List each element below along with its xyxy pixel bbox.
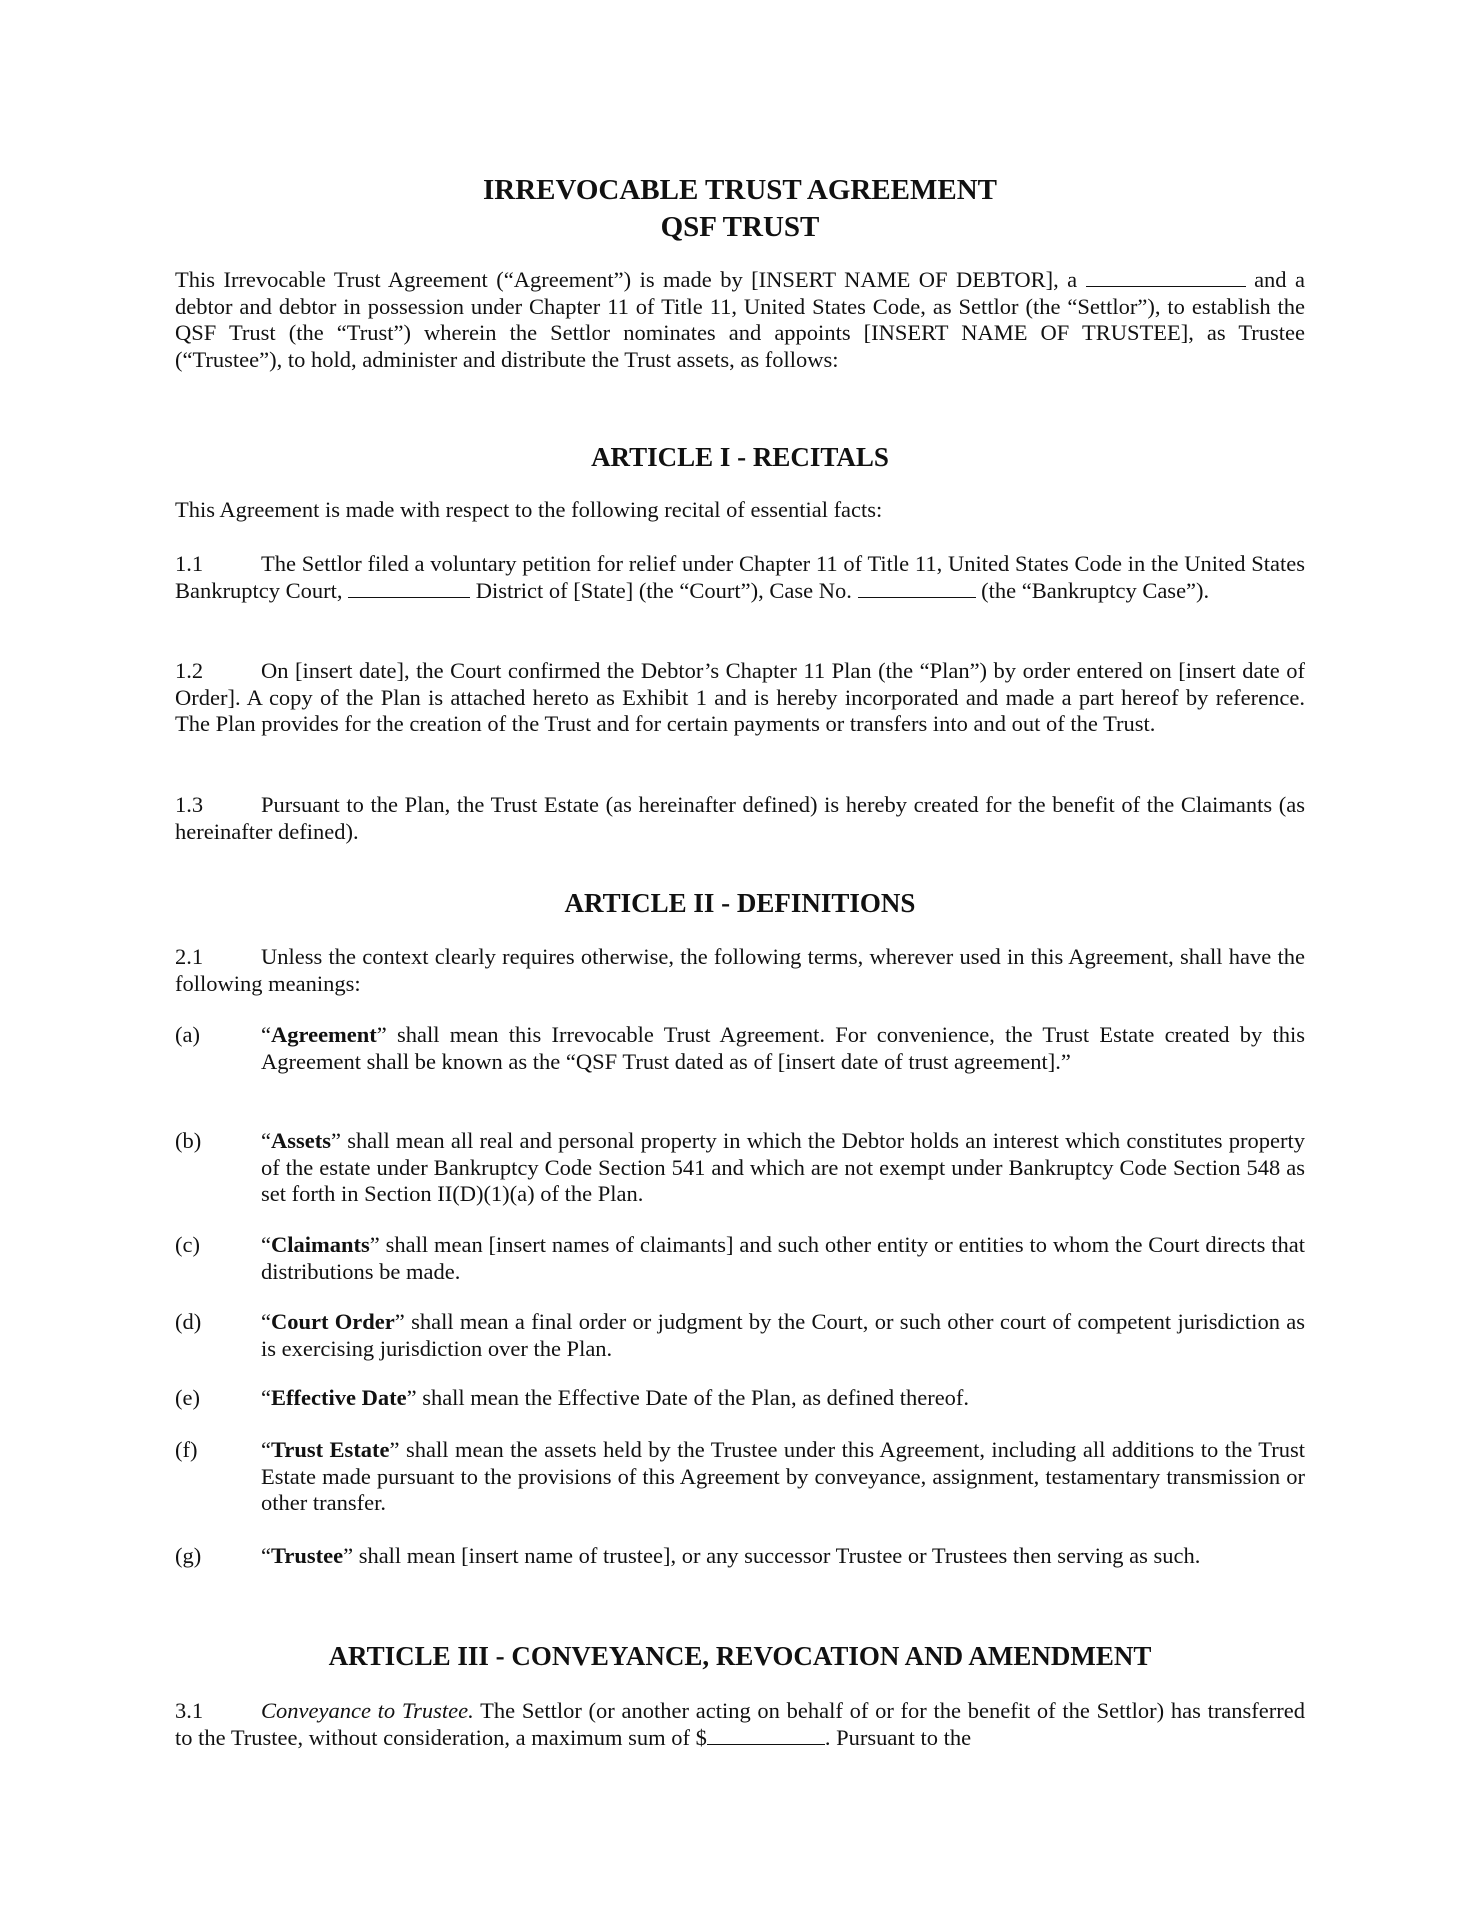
intro-text-1: This Irrevocable Trust Agreement (“Agreement”) is made by [INSERT NAME OF DEBTOR], a (175, 267, 1078, 292)
section-2-1 (175, 944, 1305, 997)
article-1-heading: ARTICLE I - RECITALS (591, 442, 889, 472)
definition-body: shall mean [insert names of claimants] and such other entity or entities to whom the Court directs that distributions be made. (261, 1232, 1305, 1284)
section-3-1-text-1: The Settlor (or another acting on behalf of or for the benefit of the Settlor) has transferred to the Trustee, without consideration, a maximum sum of $ (175, 1698, 1306, 1750)
definition-label: (a) (175, 1022, 200, 1047)
article-2-heading: ARTICLE II - DEFINITIONS (564, 888, 916, 918)
quote-open: “ (261, 1385, 271, 1410)
definition-effective-date (175, 1385, 1305, 1412)
section-number: 1.2 (175, 658, 204, 683)
definition-body: shall mean the Effective Date of the Plan, as defined thereof. (416, 1385, 970, 1410)
section-2-1-text: Unless the context clearly requires otherwise, the following terms, wherever used in this Agreement, shall have the following meanings: (175, 944, 1305, 996)
intro-paragraph (175, 267, 1305, 373)
definition-text (261, 1128, 1305, 1208)
section-3-1 (175, 1698, 1305, 1751)
case-number-blank (858, 579, 976, 598)
section-1-2-text: On [insert date], the Court confirmed the Debtor’s Chapter 11 Plan (the “Plan”) by order entered on [insert date of Order]. A copy of the Plan is attached hereto as Exhibit 1 and is hereby incorporated and made a part hereof by reference. The Plan provides for the creation of the Trust and for certain payments or transfers into and out of the Trust. (175, 658, 1305, 736)
definition-claimants (175, 1232, 1305, 1285)
quote-open: “ (261, 1437, 271, 1462)
article-1-lead: This Agreement is made with respect to the following recital of essential facts: (175, 497, 883, 522)
section-3-1-title: Conveyance to Trustee. (261, 1698, 474, 1723)
district-blank (348, 579, 470, 598)
definition-label: (g) (175, 1543, 202, 1568)
section-number: 3.1 (175, 1698, 204, 1723)
section-1-1-text-3: (the “Bankruptcy Case”). (975, 577, 1210, 603)
definition-body: shall mean all real and personal property in which the Debtor holds an interest which constitutes property of the estate under Bankruptcy Code Section 541 and which are not exempt under Bankruptcy Code Section 548 as set forth in Section II(D)(1)(a) of the Plan. (261, 1128, 1305, 1206)
quote-close: ” (369, 1232, 380, 1257)
document-subtitle: QSF TRUST (660, 211, 820, 243)
definition-text (261, 1437, 1305, 1517)
quote-open: “ (261, 1022, 271, 1047)
quote-open: “ (261, 1232, 271, 1257)
section-3-1-text-2: . Pursuant to the (824, 1724, 972, 1750)
definition-term: Trust Estate (271, 1437, 390, 1462)
quote-open: “ (261, 1309, 271, 1334)
definition-text (261, 1022, 1305, 1075)
definition-trust-estate (175, 1437, 1305, 1517)
definition-text (261, 1385, 1305, 1412)
intro-text-2: and a debtor and debtor in possession under Chapter 11 of Title 11, United States Code, as Settlor (the “Settlor”), to establish the QSF Trust (the “Trust”) wherein the Settlor nominates and appoints [INSERT NAME OF TRUSTEE], as Trustee (“Trustee”), to hold, administer and distribute the Trust assets, as follows: (175, 267, 1305, 372)
definition-term: Assets (271, 1128, 331, 1153)
definition-term: Court Order (271, 1309, 395, 1334)
section-1-3 (175, 792, 1305, 845)
debtor-entity-blank (1086, 268, 1246, 287)
maximum-sum-blank (707, 1726, 825, 1745)
definition-term: Trustee (271, 1543, 344, 1568)
definition-term: Agreement (271, 1022, 377, 1047)
quote-close: ” (331, 1128, 341, 1153)
definition-term: Claimants (271, 1232, 370, 1257)
definition-body: shall mean [insert name of trustee], or any successor Trustee or Trustees then serving as such. (353, 1543, 1201, 1568)
quote-close: ” (343, 1543, 354, 1568)
definition-text (261, 1232, 1305, 1285)
section-number: 1.3 (175, 792, 204, 817)
definition-agreement (175, 1022, 1305, 1075)
section-number: 1.1 (175, 551, 204, 576)
definition-body: shall mean this Irrevocable Trust Agreement. For convenience, the Trust Estate created by this Agreement shall be known as the “QSF Trust dated as of [insert date of trust agreement].” (261, 1022, 1305, 1074)
document-title: IRREVOCABLE TRUST AGREEMENT (482, 174, 998, 206)
quote-close: ” (394, 1309, 405, 1334)
definition-label: (c) (175, 1232, 200, 1257)
section-1-1-text-1: The Settlor filed a voluntary petition for relief under Chapter 11 of Title 11, United States Code in the United States Bankruptcy Court, (175, 551, 1305, 603)
section-1-1-text-2: District of [State] (the “Court”), Case No. (470, 577, 858, 603)
definition-trustee (175, 1543, 1305, 1570)
definition-label: (b) (175, 1128, 202, 1153)
definition-assets (175, 1128, 1305, 1208)
definition-term: Effective Date (271, 1385, 407, 1410)
section-1-3-text: Pursuant to the Plan, the Trust Estate (as hereinafter defined) is hereby created for the benefit of the Claimants (as hereinafter defined). (175, 792, 1305, 844)
definition-label: (e) (175, 1385, 200, 1410)
quote-open: “ (261, 1543, 271, 1568)
quote-close: ” (389, 1437, 400, 1462)
definition-court-order (175, 1309, 1305, 1362)
section-1-1 (175, 551, 1305, 604)
definition-body: shall mean the assets held by the Trustee under this Agreement, including all additions to the Trust Estate made pursuant to the provisions of this Agreement by conveyance, assignment, testamentary transmission or other transfer. (261, 1437, 1306, 1515)
section-1-2 (175, 658, 1305, 738)
article-3-heading: ARTICLE III - CONVEYANCE, REVOCATION AND AMENDMENT (328, 1641, 1152, 1671)
definition-body: shall mean a final order or judgment by the Court, or such other court of competent jurisdiction as is exercising jurisdiction over the Plan. (261, 1309, 1305, 1361)
definition-text (261, 1543, 1305, 1570)
definition-text (261, 1309, 1305, 1362)
definition-label: (d) (175, 1309, 202, 1334)
quote-close: ” (406, 1385, 417, 1410)
section-number: 2.1 (175, 944, 204, 969)
quote-close: ” (376, 1022, 387, 1047)
definition-label: (f) (175, 1437, 198, 1462)
quote-open: “ (261, 1128, 271, 1153)
